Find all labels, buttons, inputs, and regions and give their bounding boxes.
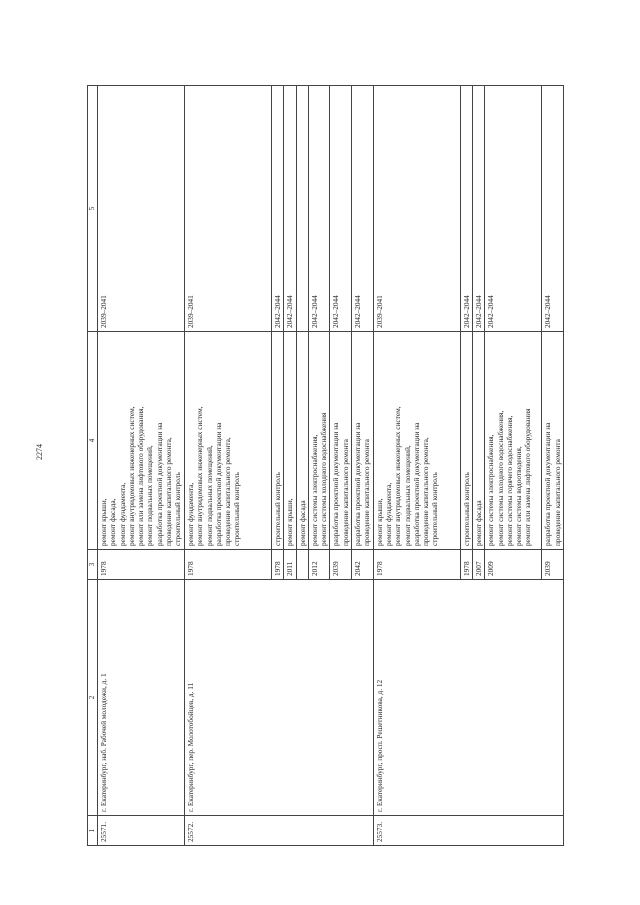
object-works: ремонт крыши, ремонт фасада, ремонт фундамента, ремонт внутридомовых инженерных систем, ремонт или замена лифтового оборудования, ремонт подвальных помещений, разработка проектной документации на проведение капитального ремонта, строительный контроль [98, 332, 185, 550]
object-year: 1978 [98, 550, 185, 580]
sub-row-works: ремонт системы электроснабжения, ремонт системы холодного водоснабжения [308, 332, 330, 550]
sub-row-period: 2042–2044 [352, 86, 374, 332]
sub-row-works: разработка проектной документации на проведение капитального ремонта [352, 332, 374, 550]
object-main-row [373, 86, 460, 846]
sub-row-period: 2042–2044 [272, 86, 284, 332]
object-works: ремонт фундамента, ремонт внутридомовых инженерных систем, ремонт подвальных помещений, разработка проектной документации на проведение капитального ремонта, строительный контроль [185, 332, 272, 550]
sub-row-year: 2039 [542, 550, 564, 580]
sub-row-period: 2042–2044 [330, 86, 352, 332]
object-period: 2039–2041 [98, 86, 185, 332]
sub-row-works: разработка проектной документации на проведение капитального ремонта [542, 332, 564, 550]
object-address: г. Екатеринбург, пер. Молотобойцев, д. 11 [185, 580, 374, 816]
object-number: 25571. [98, 816, 185, 846]
sub-row-year: 2007 [472, 550, 484, 580]
header-col-5: 5 [88, 86, 98, 332]
sub-row-year: 2039 [330, 550, 352, 580]
object-main-row [98, 86, 185, 846]
sub-row-works: ремонт системы электроснабжения, ремонт системы холодного водоснабжения, ремонт системы горячего водоснабжения, ремонт системы водоотведения, ремонт или замена лифтового оборудования [485, 332, 542, 550]
sub-row-year: 1978 [272, 550, 284, 580]
table-body [98, 86, 564, 846]
sub-row-period: 2042–2044 [472, 86, 484, 332]
sub-row-works: ремонт фасада [472, 332, 484, 550]
object-main-row [185, 86, 272, 846]
object-works: ремонт крыши, ремонт фундамента, ремонт внутридомовых инженерных систем, ремонт подвальных помещений, разработка проектной документации на проведение капитального ремонта, строительный контроль [373, 332, 460, 550]
object-period: 2039–2041 [373, 86, 460, 332]
page-number: 2274 [35, 444, 44, 460]
header-col-3: 3 [88, 550, 98, 580]
header-col-2: 2 [88, 580, 98, 816]
object-year: 1978 [185, 550, 272, 580]
repair-program-table [87, 85, 564, 846]
sub-row-works: ремонт фасада [296, 332, 308, 550]
table-header [88, 86, 98, 846]
object-number: 25572. [185, 816, 374, 846]
object-address: г. Екатеринбург, наб. Рабочей молодежи, д. 1 [98, 580, 185, 816]
sub-row-works: строительный контроль [272, 332, 284, 550]
header-col-1: 1 [88, 816, 98, 846]
sub-row-period: 2042–2044 [308, 86, 330, 332]
sub-row-year: 2042 [352, 550, 374, 580]
sub-row-year: 2009 [485, 550, 542, 580]
object-year: 1978 [373, 550, 460, 580]
header-row [88, 86, 98, 846]
sub-row-period [296, 86, 308, 332]
sub-row-works: строительный контроль [460, 332, 472, 550]
sub-row-year [296, 550, 308, 580]
sub-row-period: 2042–2044 [542, 86, 564, 332]
sub-row-works: разработка проектной документации на проведение капитального ремонта [330, 332, 352, 550]
object-address: г. Екатеринбург, просп. Решетникова, д. 12 [373, 580, 563, 816]
object-number: 25573. [373, 816, 563, 846]
sub-row-period: 2042–2044 [284, 86, 296, 332]
sub-row-period: 2042–2044 [460, 86, 472, 332]
sub-row-period: 2042–2044 [485, 86, 542, 332]
sub-row-year: 2012 [308, 550, 330, 580]
sub-row-works: ремонт крыши, [284, 332, 296, 550]
header-col-4: 4 [88, 332, 98, 550]
rotated-table-container [87, 86, 600, 846]
sub-row-year: 2011 [284, 550, 296, 580]
object-period: 2039–2041 [185, 86, 272, 332]
sub-row-year: 1978 [460, 550, 472, 580]
